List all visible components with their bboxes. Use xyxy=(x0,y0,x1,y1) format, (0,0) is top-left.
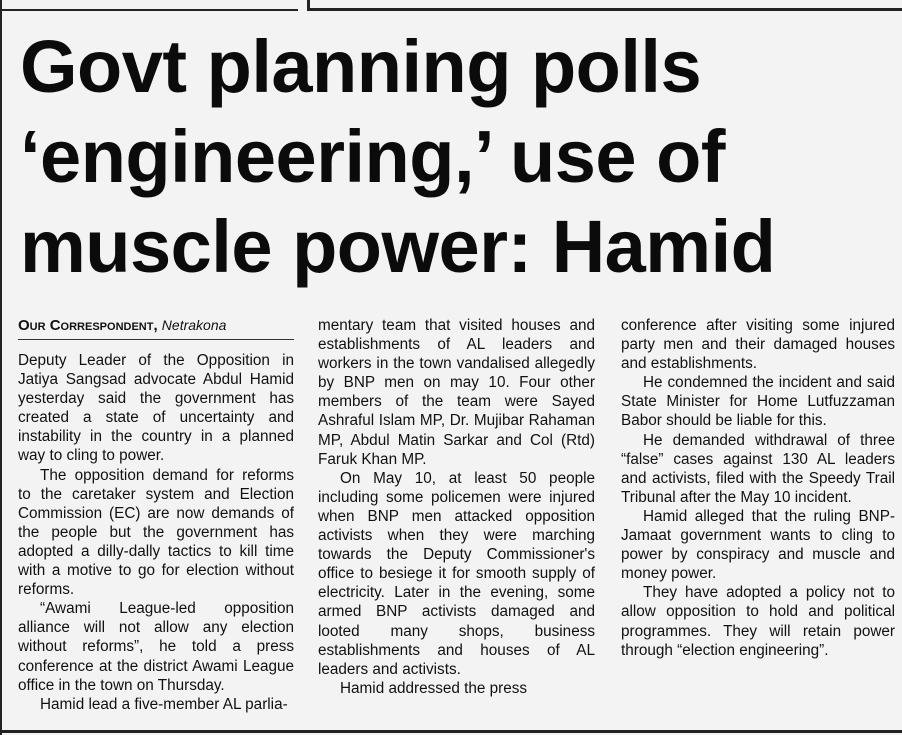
paragraph: Hamid alleged that the ruling BNP-Jamaat government wants to cling to power by conspiracy and muscle and money power. xyxy=(621,507,895,583)
paragraph: Hamid lead a five-member AL parlia- xyxy=(40,695,288,713)
paragraph: He condemned the incident and said State Minister for Home Lutfuzzaman Babor should be liable for this. xyxy=(621,374,895,430)
byline xyxy=(18,316,294,335)
paragraph: “Awami League-led opposition alliance will not allow any election without reforms”, he told a press conference at the district Awami League office in the town on Thursday. xyxy=(18,600,294,694)
paragraph: On May 10, at least 50 people including some policemen were injured when BNP men attacked opposition activists when they were marching towards the Deputy Commissioner's office to besiege it for smooth supply of electricity. Later in the evening, some armed BNP activists damaged and looted many shops, business establishments and houses of AL leaders and activists. xyxy=(318,469,595,678)
headline-line-2: ‘engineering,’ use of xyxy=(20,115,725,198)
headline-line-1: Govt planning polls xyxy=(20,25,702,108)
paragraph: mentary team that visited houses and establishments of AL leaders and workers in the town vandalised allegedly by BNP men on may 10. Four other members of the team were Sayed Ashraful Islam MP, Dr. Mujibar Rahaman MP, Abdul Matin Sarkar and Col (Rtd) Faruk Khan MP. xyxy=(318,317,595,468)
paragraph: He demanded withdrawal of three “false” cases against 130 AL leaders and activists, filed with the Speedy Trail Tribunal after the May 10 incident. xyxy=(621,431,895,506)
headline-line-3: muscle power: Hamid xyxy=(20,205,776,288)
paragraph: conference after visiting some injured party men and their damaged houses and establishments. xyxy=(621,317,895,373)
adjacent-article-frame xyxy=(307,0,902,11)
top-rule xyxy=(0,9,298,11)
paragraph: They have adopted a policy not to allow opposition to hold and political programmes. They will retain power through “election engineering”. xyxy=(621,584,895,659)
article-column-2 xyxy=(318,316,595,698)
byline-location: Netrakona xyxy=(161,317,227,333)
page-border-left xyxy=(0,0,2,735)
byline-rule xyxy=(18,339,294,340)
paragraph: The opposition demand for reforms to the caretaker system and Election Commission (EC) are now demands of the people but the government has adopted a dilly-dally tactics to kill time with a motive to go for election without reforms. xyxy=(18,466,294,599)
byline-author: Our Correspondent, xyxy=(18,317,158,334)
paragraph: Hamid addressed the press xyxy=(340,679,528,697)
paragraph: Deputy Leader of the Opposition in Jatiya Sangsad advocate Abdul Hamid yesterday said the government has created a state of uncertainty and instability in the country in a planned way to cling to power. xyxy=(18,352,294,465)
bottom-rule xyxy=(0,730,902,733)
article-column-1 xyxy=(18,316,294,714)
article-column-3 xyxy=(621,316,895,660)
headline xyxy=(20,22,896,292)
